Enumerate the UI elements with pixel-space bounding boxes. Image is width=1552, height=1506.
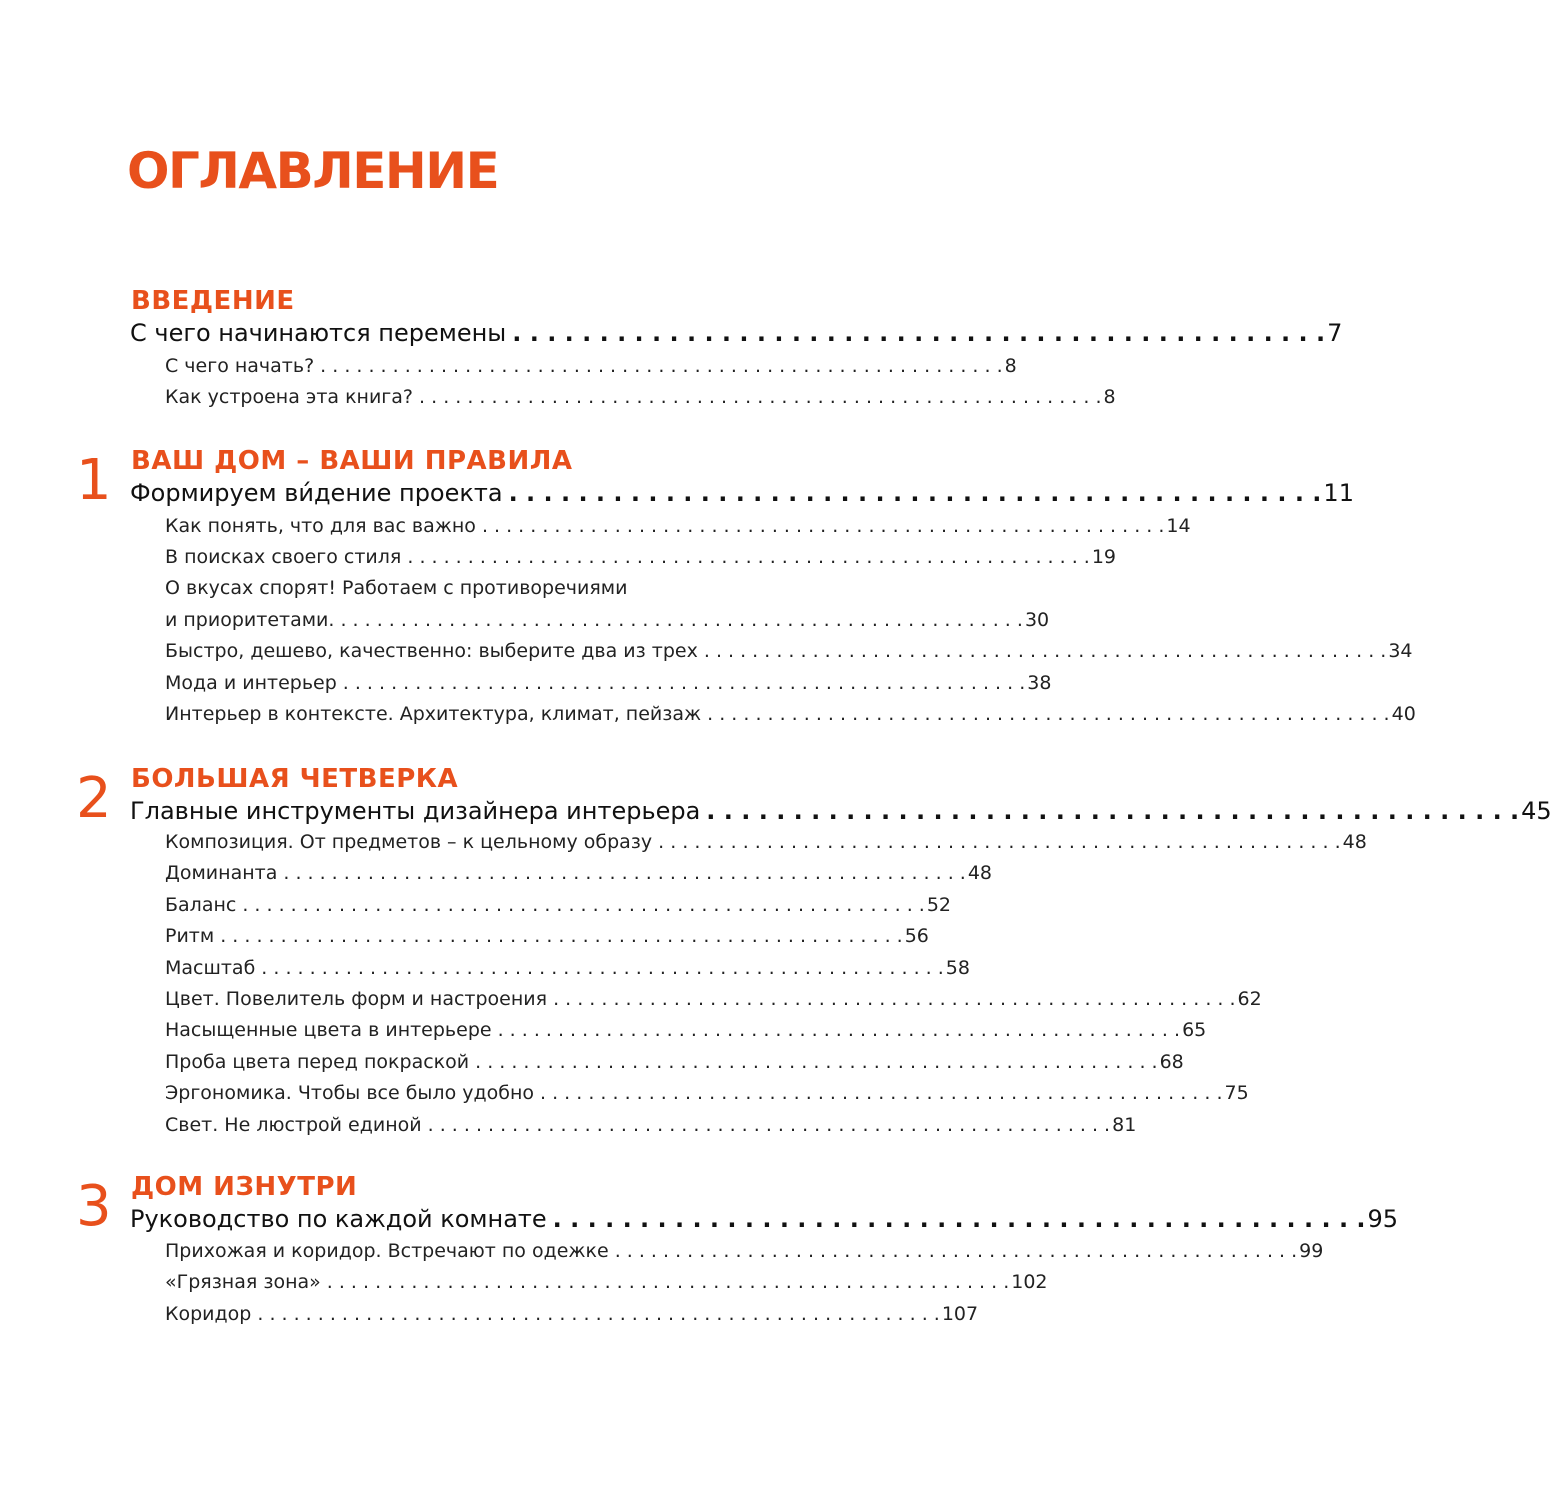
entry-page-number: 65	[1182, 1019, 1207, 1041]
dot-leader: . . . . . . . . . . . . . . . . . . . . . . . . . . . . . . . . . . . . . . . . . . . . . . . . . . . . . . . . .	[707, 703, 1390, 725]
entry-title: Быстро, дешево, качественно: выберите два из трех	[165, 640, 698, 662]
entry-page-number: 62	[1237, 988, 1262, 1010]
dot-leader: . . . . . . . . . . . . . . . . . . . . . . . . . . . . . . . . . . . . . . . . . . . . . . . . . . . . . . . . .	[407, 546, 1090, 568]
dot-leader: . . . . . . . . . . . . . . . . . . . . . . . . . . . . . . . . . . . . . . . . . . . . . . . . . . . . . . . . .	[283, 862, 966, 884]
toc-entry[interactable]	[165, 1046, 1184, 1078]
dot-leader: . . . . . . . . . . . . . . . . . . . . . . . . . . . . . . . . . . . . . . . . . . . . . . .	[706, 797, 1520, 825]
dot-leader: . . . . . . . . . . . . . . . . . . . . . . . . . . . . . . . . . . . . . . . . . . . . . . . . . . . . . . . . .	[540, 1082, 1223, 1104]
entry-page-number: 68	[1159, 1051, 1184, 1073]
dot-leader: . . . . . . . . . . . . . . . . . . . . . . . . . . . . . . . . . . . . . . . . . . . . . . . . . . . . . . . . .	[340, 609, 1023, 631]
page-title: ОГЛАВЛЕНИЕ	[127, 142, 499, 200]
dot-leader: . . . . . . . . . . . . . . . . . . . . . . . . . . . . . . . . . . . . . . . . . . . . . . . . . . . . . . . . .	[427, 1114, 1111, 1136]
entry-page-number: 107	[941, 1303, 979, 1325]
dot-leader: . . . . . . . . . . . . . . . . . . . . . . . . . . . . . . . . . . . . . . . . . . . . . . . . . . . . . . . . .	[220, 925, 903, 947]
entry-title: Проба цвета перед покраской	[165, 1051, 470, 1073]
toc-entry[interactable]	[165, 826, 1367, 858]
entry-page-number: 81	[1112, 1114, 1137, 1136]
entry-title: Коридор	[165, 1303, 252, 1325]
entry-title: С чего начать?	[165, 355, 315, 377]
entry-title: и приоритетами.	[165, 609, 335, 631]
toc-entry[interactable]	[165, 889, 952, 921]
toc-entry[interactable]	[165, 604, 1050, 636]
dot-leader: . . . . . . . . . . . . . . . . . . . . . . . . . . . . . . . . . . . . . . . . . . . . . . . . . . . . . . . . .	[261, 957, 944, 979]
entry-page-number: 19	[1091, 546, 1117, 568]
entry-title: Руководство по каждой комнате	[130, 1205, 547, 1233]
entry-page-number: 58	[945, 957, 970, 979]
toc-entry-major[interactable]	[130, 475, 1354, 511]
toc-entry[interactable]	[165, 952, 970, 984]
section-heading: ВАШ ДОМ – ВАШИ ПРАВИЛА	[131, 446, 573, 476]
dot-leader: . . . . . . . . . . . . . . . . . . . . . . . . . . . . . . . . . . . . . . . . . . . . . . . . . . . . . . . . .	[419, 386, 1102, 408]
dot-leader: . . . . . . . . . . . . . . . . . . . . . . . . . . . . . . . . . . . . . . . . . . . . . . .	[552, 1205, 1366, 1233]
entry-page-number: 38	[1027, 672, 1052, 694]
entry-title: Главные инструменты дизайнера интерьера	[130, 797, 701, 825]
toc-entry[interactable]	[165, 1235, 1324, 1267]
section-number: 1	[76, 448, 112, 513]
entry-title: Свет. Не люстрой единой	[165, 1114, 422, 1136]
entry-title: Насыщенные цвета в интерьере	[165, 1019, 492, 1041]
section-number: 2	[76, 766, 112, 831]
entry-title: Цвет. Повелитель форм и настроения	[165, 988, 548, 1010]
entry-title: Ритм	[165, 925, 215, 947]
entry-page-number: 99	[1299, 1240, 1324, 1262]
dot-leader: . . . . . . . . . . . . . . . . . . . . . . . . . . . . . . . . . . . . . . . . . . . . . . . . . . . . . . . . .	[497, 1019, 1181, 1041]
toc-entry[interactable]	[165, 635, 1413, 667]
entry-page-number: 48	[967, 862, 993, 884]
dot-leader: . . . . . . . . . . . . . . . . . . . . . . . . . . . . . . . . . . . . . . . . . . . . . . . . . . . . . . . . .	[703, 640, 1387, 662]
toc-entry[interactable]	[165, 1077, 1249, 1109]
section-heading: ВВЕДЕНИЕ	[131, 286, 295, 316]
entry-title: Эргономика. Чтобы все было удобно	[165, 1082, 535, 1104]
entry-page-number: 34	[1388, 640, 1413, 662]
entry-page-number: 45	[1521, 797, 1552, 825]
toc-entry[interactable]	[165, 983, 1262, 1015]
entry-title: Мода и интерьер	[165, 672, 337, 694]
entry-page-number: 40	[1391, 703, 1416, 725]
toc-entry[interactable]	[165, 1266, 1048, 1298]
toc-entry[interactable]	[165, 1014, 1207, 1046]
entry-title: Прихожая и коридор. Встречают по одежке	[165, 1240, 609, 1262]
dot-leader: . . . . . . . . . . . . . . . . . . . . . . . . . . . . . . . . . . . . . . . . . . . . . . . . . . . . . . . . .	[257, 1303, 940, 1325]
entry-page-number: 48	[1342, 831, 1367, 853]
entry-title: Доминанта	[165, 862, 278, 884]
toc-entry-major[interactable]	[130, 1201, 1399, 1237]
toc-entry-title-line[interactable]: О вкусах спорят! Работаем с противоречиями	[165, 577, 628, 599]
entry-page-number: 8	[1004, 355, 1017, 377]
entry-page-number: 14	[1166, 515, 1191, 537]
dot-leader: . . . . . . . . . . . . . . . . . . . . . . . . . . . . . . . . . . . . . . . . . . . . . . . . . . . . . . . . .	[553, 988, 1236, 1010]
dot-leader: . . . . . . . . . . . . . . . . . . . . . . . . . . . . . . . . . . . . . . . . . . . . . . . . . . . . . . . . .	[320, 355, 1003, 377]
toc-entry[interactable]	[165, 541, 1117, 573]
entry-page-number: 11	[1323, 479, 1354, 507]
section-heading: ДОМ ИЗНУТРИ	[131, 1172, 358, 1202]
entry-page-number: 8	[1103, 386, 1116, 408]
entry-page-number: 52	[926, 894, 952, 916]
dot-leader: . . . . . . . . . . . . . . . . . . . . . . . . . . . . . . . . . . . . . . . . . . . . . . . . . . . . . . . . .	[614, 1240, 1298, 1262]
entry-page-number: 95	[1367, 1205, 1399, 1233]
entry-page-number: 30	[1024, 609, 1050, 631]
dot-leader: . . . . . . . . . . . . . . . . . . . . . . . . . . . . . . . . . . . . . . . . . . . . . . . . . . . . . . . . .	[342, 672, 1026, 694]
toc-entry[interactable]	[165, 510, 1191, 542]
entry-title: С чего начинаются перемены	[130, 319, 507, 347]
entry-title: Композиция. От предметов – к цельному образу	[165, 831, 653, 853]
toc-entry[interactable]	[165, 1298, 979, 1330]
dot-leader: . . . . . . . . . . . . . . . . . . . . . . . . . . . . . . . . . . . . . . . . . . . . . . . . . . . . . . . . .	[658, 831, 1341, 853]
toc-entry[interactable]	[165, 1109, 1137, 1141]
entry-page-number: 56	[904, 925, 929, 947]
toc-entry-major[interactable]	[130, 793, 1552, 829]
dot-leader: . . . . . . . . . . . . . . . . . . . . . . . . . . . . . . . . . . . . . . . . . . . . . . . . . . . . . . . . .	[475, 1051, 1158, 1073]
entry-title: Как устроена эта книга?	[165, 386, 414, 408]
toc-entry[interactable]	[165, 857, 993, 889]
toc-entry[interactable]	[165, 920, 929, 952]
entry-page-number: 7	[1327, 319, 1343, 347]
toc-entry[interactable]	[165, 350, 1017, 382]
dot-leader: . . . . . . . . . . . . . . . . . . . . . . . . . . . . . . . . . . . . . . . . . . . . . . .	[508, 479, 1322, 507]
toc-entry[interactable]	[165, 698, 1416, 730]
entry-page-number: 102	[1011, 1271, 1048, 1293]
entry-page-number: 75	[1224, 1082, 1249, 1104]
toc-entry[interactable]	[165, 381, 1116, 413]
entry-title: В поисках своего стиля	[165, 546, 402, 568]
section-heading: БОЛЬШАЯ ЧЕТВЕРКА	[131, 764, 459, 794]
entry-title: «Грязная зона»	[165, 1271, 321, 1293]
entry-title: Формируем ви́дение проекта	[130, 479, 503, 507]
section-number: 3	[76, 1174, 112, 1239]
dot-leader: . . . . . . . . . . . . . . . . . . . . . . . . . . . . . . . . . . . . . . . . . . . . . . . . . . . . . . . . .	[481, 515, 1165, 537]
entry-title: Баланс	[165, 894, 237, 916]
dot-leader: . . . . . . . . . . . . . . . . . . . . . . . . . . . . . . . . . . . . . . . . . . . . . . . . . . . . . . . . .	[242, 894, 925, 916]
toc-entry-major[interactable]	[130, 315, 1343, 351]
entry-title: Интерьер в контексте. Архитектура, климат, пейзаж	[165, 703, 702, 725]
toc-entry[interactable]	[165, 667, 1052, 699]
dot-leader: . . . . . . . . . . . . . . . . . . . . . . . . . . . . . . . . . . . . . . . . . . . . . . .	[512, 319, 1326, 347]
dot-leader: . . . . . . . . . . . . . . . . . . . . . . . . . . . . . . . . . . . . . . . . . . . . . . . . . . . . . . . . .	[326, 1271, 1010, 1293]
entry-title: Как понять, что для вас важно	[165, 515, 476, 537]
entry-title: Масштаб	[165, 957, 256, 979]
